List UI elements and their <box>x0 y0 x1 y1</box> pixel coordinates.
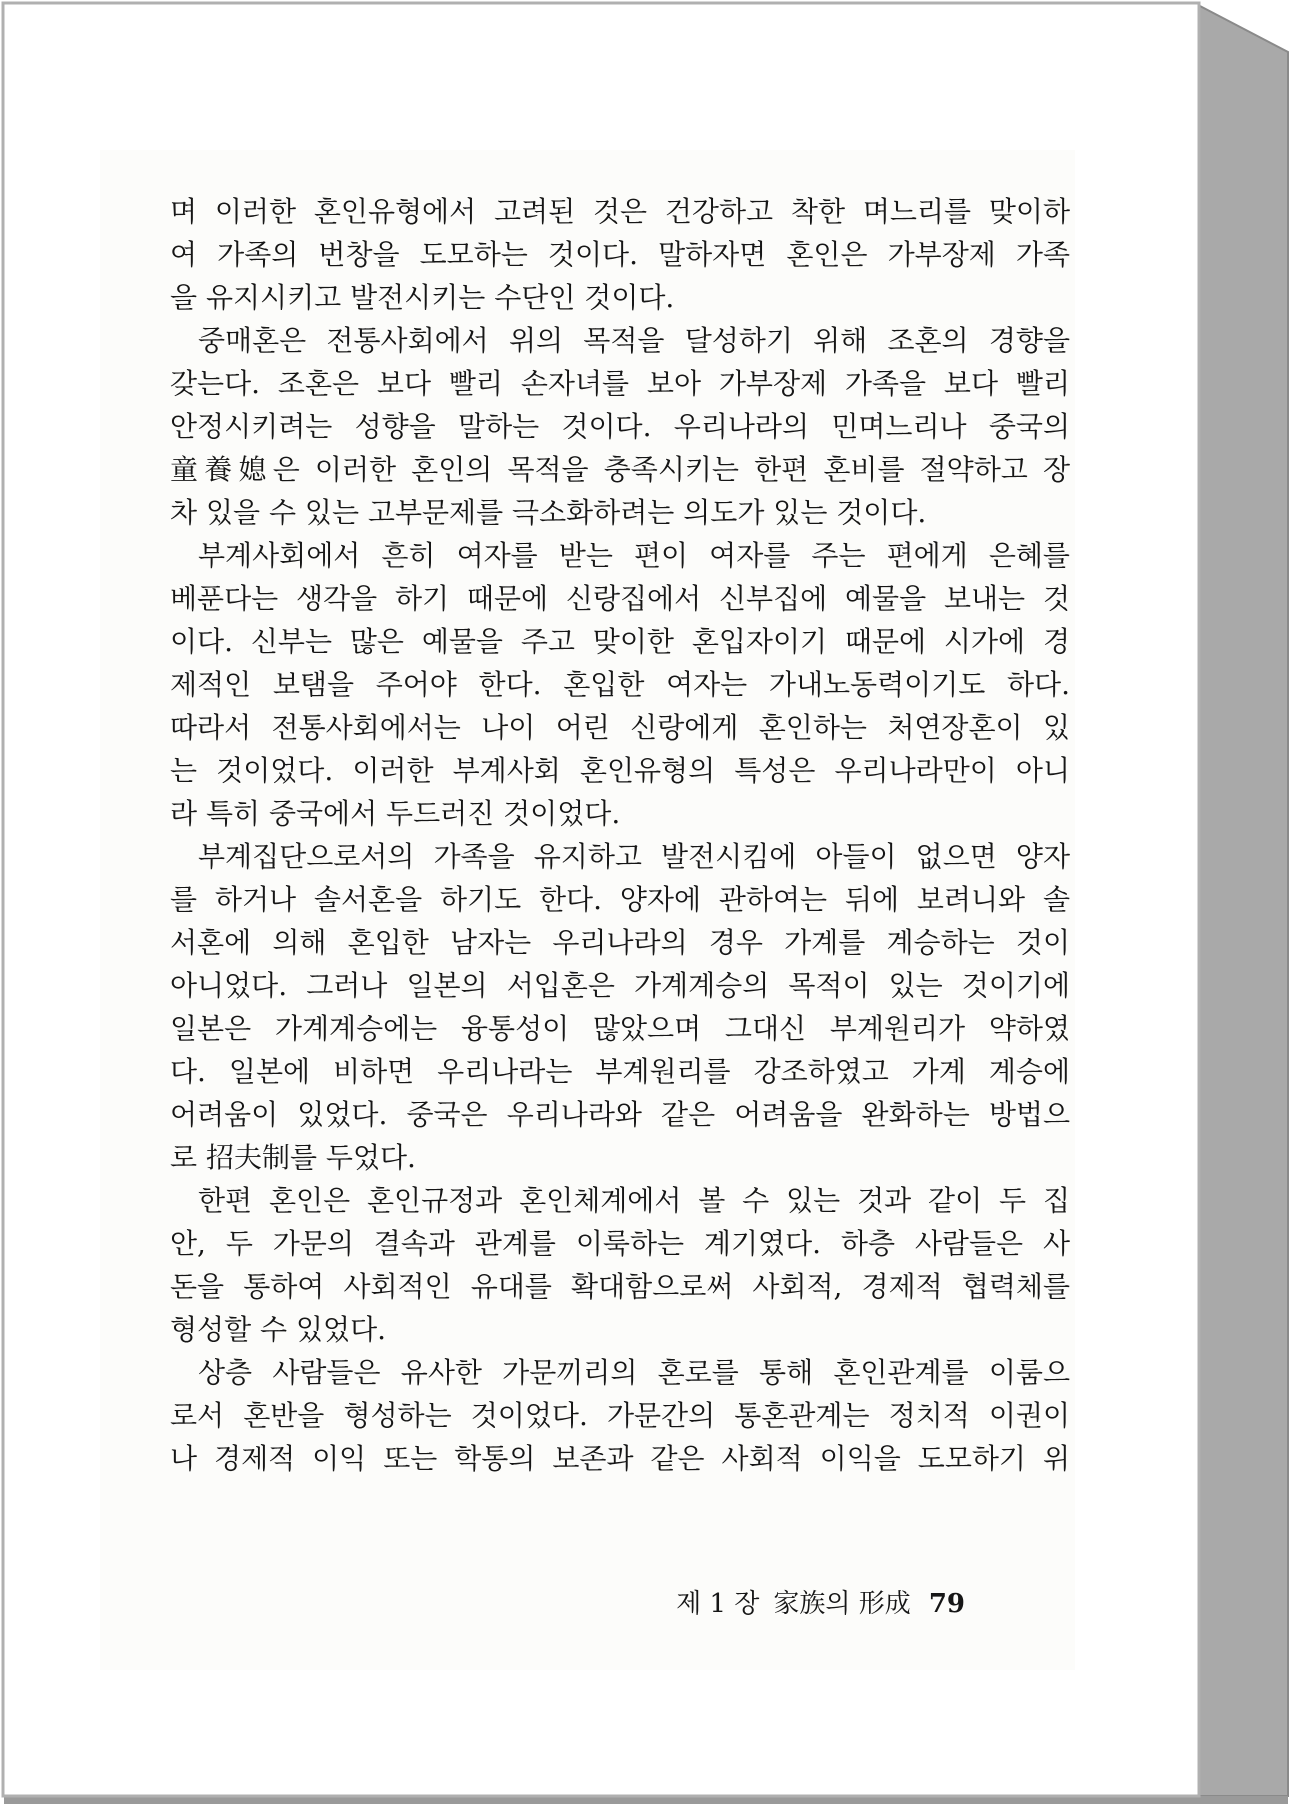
chapter-label: 제 1 장 <box>676 1589 760 1619</box>
page-body-text <box>170 190 1070 1480</box>
text-line: 서혼에 의해 혼입한 남자는 우리나라의 경우 가계를 계승하는 것이 <box>170 926 1070 959</box>
text-line: 따라서 전통사회에서는 나이 어린 신랑에게 혼인하는 처연장혼이 있 <box>170 711 1070 744</box>
text-line: 여 가족의 번창을 도모하는 것이다. 말하자면 혼인은 가부장제 가족 <box>170 238 1070 271</box>
text-line: 을 유지시키고 발전시키는 수단인 것이다. <box>170 281 675 314</box>
text-line: 한편 혼인은 혼인규정과 혼인체계에서 볼 수 있는 것과 같이 두 집 <box>198 1184 1070 1217</box>
text-line: 를 하거나 솔서혼을 하기도 한다. 양자에 관하여는 뒤에 보려니와 솔 <box>170 883 1070 916</box>
text-line: 형성할 수 있었다. <box>170 1313 387 1346</box>
text-line: 안, 두 가문의 결속과 관계를 이룩하는 계기였다. 하층 사람들은 사 <box>170 1227 1070 1260</box>
text-line: 부계사회에서 흔히 여자를 받는 편이 여자를 주는 편에게 은혜를 <box>198 539 1070 572</box>
text-line: 상층 사람들은 유사한 가문끼리의 혼로를 통해 혼인관계를 이룸으 <box>198 1356 1070 1389</box>
text-line: 어려움이 있었다. 중국은 우리나라와 같은 어려움을 완화하는 방법으 <box>170 1098 1070 1131</box>
text-line: 제적인 보탬을 주어야 한다. 혼입한 여자는 가내노동력이기도 하다. <box>170 668 1070 701</box>
page-number: 79 <box>928 1589 965 1619</box>
book-spine-edge <box>1198 5 1288 1796</box>
running-footer <box>662 1583 965 1620</box>
text-line: 다. 일본에 비하면 우리나라는 부계원리를 강조하였고 가계 계승에 <box>170 1055 1070 1088</box>
text-line: 아니었다. 그러나 일본의 서입혼은 가계계승의 목적이 있는 것이기에 <box>170 969 1070 1002</box>
text-line: 중매혼은 전통사회에서 위의 목적을 달성하기 위해 조혼의 경향을 <box>198 324 1070 357</box>
text-line: 돈을 통하여 사회적인 유대를 확대함으로써 사회적, 경제적 협력체를 <box>170 1270 1070 1303</box>
text-line: 童養媳은 이러한 혼인의 목적을 충족시키는 한편 혼비를 절약하고 장 <box>170 453 1070 486</box>
text-line: 는 것이었다. 이러한 부계사회 혼인유형의 특성은 우리나라만이 아니 <box>170 754 1070 787</box>
text-line: 로서 혼반을 형성하는 것이었다. 가문간의 통혼관계는 정치적 이권이 <box>170 1399 1070 1432</box>
text-line: 차 있을 수 있는 고부문제를 극소화하려는 의도가 있는 것이다. <box>170 496 927 529</box>
text-line: 베푼다는 생각을 하기 때문에 신랑집에서 신부집에 예물을 보내는 것 <box>170 582 1070 615</box>
text-line: 나 경제적 이익 또는 학통의 보존과 같은 사회적 이익을 도모하기 위 <box>170 1442 1070 1475</box>
text-line: 이다. 신부는 많은 예물을 주고 맞이한 혼입자이기 때문에 시가에 경 <box>170 625 1070 658</box>
text-line: 부계집단으로서의 가족을 유지하고 발전시킴에 아들이 없으면 양자 <box>198 840 1070 873</box>
text-line: 로 招夫制를 두었다. <box>170 1141 416 1174</box>
chapter-title: 家族의 形成 <box>773 1589 911 1619</box>
text-line: 일본은 가계계승에는 융통성이 많았으며 그대신 부계원리가 약하였 <box>170 1012 1070 1045</box>
text-line: 라 특히 중국에서 두드러진 것이었다. <box>170 797 621 830</box>
text-line: 며 이러한 혼인유형에서 고려된 것은 건강하고 착한 며느리를 맞이하 <box>170 195 1070 228</box>
text-line: 안정시키려는 성향을 말하는 것이다. 우리나라의 민며느리나 중국의 <box>170 410 1070 443</box>
text-line: 갖는다. 조혼은 보다 빨리 손자녀를 보아 가부장제 가족을 보다 빨리 <box>170 367 1070 400</box>
scanned-page <box>100 150 1075 1670</box>
